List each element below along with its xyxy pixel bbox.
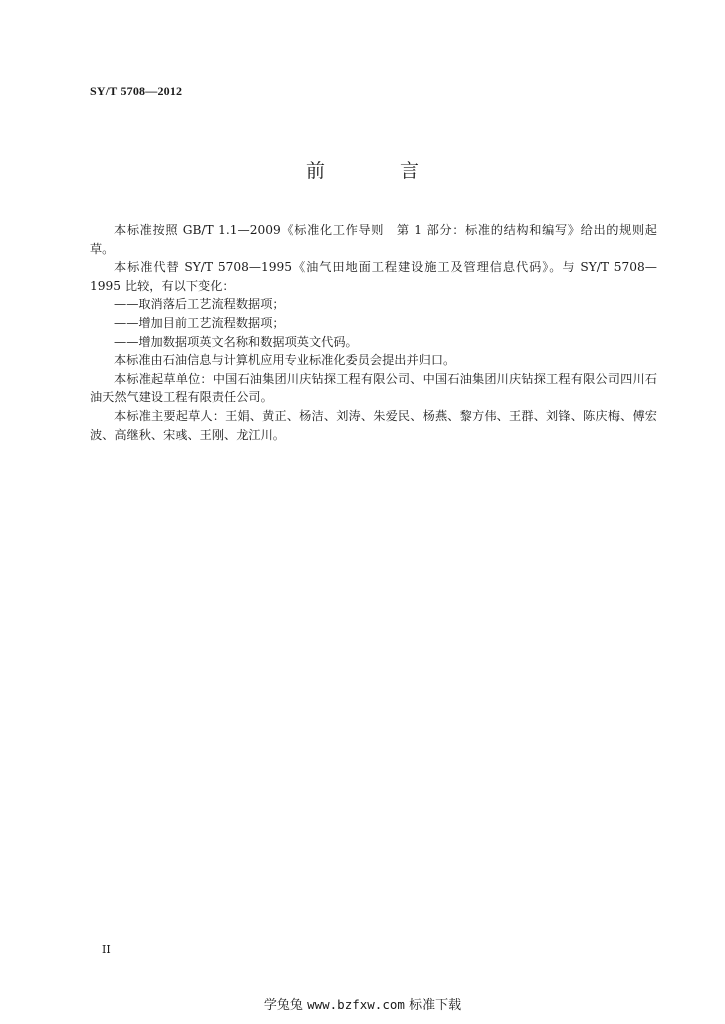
paragraph: 本标准起草单位：中国石油集团川庆钻探工程有限公司、中国石油集团川庆钻探工程有限公司四川石油天然气建设工程有限责任公司。 [90,371,657,405]
footer-tagline: 标准下载 [409,998,462,1013]
paragraph: 本标准主要起草人：王娟、黄正、杨洁、刘涛、朱爱民、杨燕、黎方伟、王群、刘锋、陈庆梅、傅宏波、高继秋、宋彧、王刚、龙江川。 [90,408,657,442]
footer-url[interactable]: www.bzfxw.com [307,997,405,1012]
footer-watermark [0,994,725,1013]
page-title: 前 言 [305,160,447,182]
document-body [90,221,657,444]
paragraph: 本标准按照 GB/T 1.1—2009《标准化工作导则 第 1 部分：标准的结构和编写》给出的规则起草。 [90,223,657,256]
list-item: ——增加数据项英文名称和数据项英文代码。 [114,334,358,349]
footer-site-name: 学兔兔 [263,998,303,1013]
page-number: II [102,943,111,956]
paragraph: 本标准由石油信息与计算机应用专业标准化委员会提出并归口。 [114,353,456,368]
paragraph: 本标准代替 SY/T 5708—1995《油气田地面工程建设施工及管理信息代码》。与 SY/T 5708—1995 比较，有以下变化： [90,260,657,293]
document-code: SY/T 5708—2012 [90,84,183,98]
list-item: ——增加目前工艺流程数据项； [114,315,285,330]
list-item: ——取消落后工艺流程数据项； [114,297,285,312]
